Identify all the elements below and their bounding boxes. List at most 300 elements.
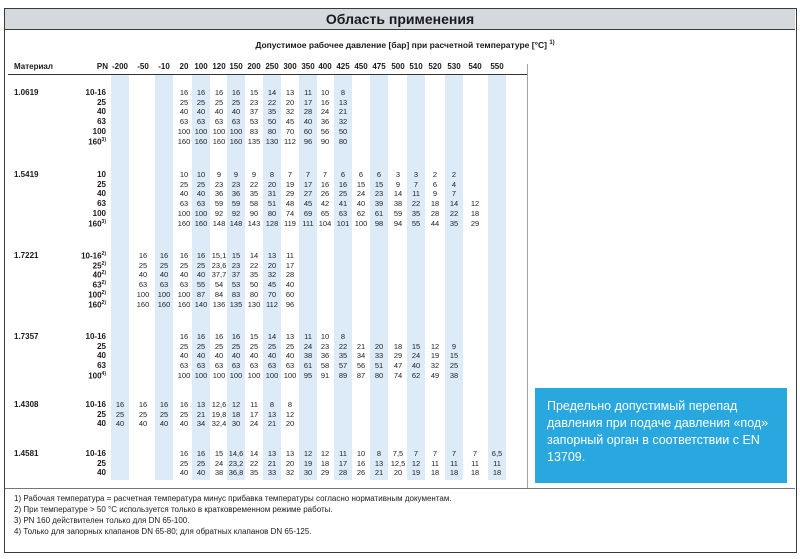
pressure-cell: 63 xyxy=(338,208,348,218)
pressure-cell: 100 xyxy=(177,126,191,136)
pressure-cell: 9 xyxy=(395,179,401,189)
pressure-cell: 11 xyxy=(471,458,479,468)
pressure-cell: 95 xyxy=(303,370,313,380)
pressure-cell: 13 xyxy=(196,400,206,409)
temperature-header: 475 xyxy=(372,62,386,71)
pressure-cell: 65 xyxy=(320,208,330,218)
column-stripe xyxy=(488,74,506,480)
pressure-cell: 63 xyxy=(196,199,206,209)
pressure-cell: 13 xyxy=(285,332,295,341)
pressure-cell: 45 xyxy=(303,199,313,209)
pn-value: 40 xyxy=(97,351,106,361)
pressure-cell: 16 xyxy=(138,400,148,409)
pressure-cell: 12 xyxy=(320,449,330,458)
pressure-cell: 16 xyxy=(196,251,206,260)
pressure-cell: 160 xyxy=(194,136,208,146)
pressure-cell: 17 xyxy=(303,97,313,107)
pressure-cell: 91 xyxy=(320,370,330,380)
pressure-cell: 16 xyxy=(179,332,189,341)
pressure-cell: 7 xyxy=(322,170,328,179)
pressure-cell: 15 xyxy=(231,251,241,260)
pressure-cell: 15 xyxy=(214,449,224,458)
temperature-header: 400 xyxy=(318,62,332,71)
pressure-cell: 7 xyxy=(413,179,419,189)
pressure-cell: 11 xyxy=(286,251,294,260)
pressure-cell: 11 xyxy=(493,458,501,468)
pressure-cell: 40 xyxy=(179,351,189,361)
pressure-cell: 160 xyxy=(229,136,243,146)
pn-label xyxy=(70,290,106,300)
pressure-cell: 130 xyxy=(247,299,261,309)
pressure-cell: 8 xyxy=(269,170,275,179)
pressure-cell: 6 xyxy=(340,170,346,179)
pressure-cell: 7 xyxy=(451,189,457,199)
temperature-header: 250 xyxy=(265,62,279,71)
pressure-cell: 22 xyxy=(267,97,277,107)
pressure-cell: 18 xyxy=(492,468,502,478)
pressure-cell: 35 xyxy=(338,351,348,361)
pressure-cell: 18 xyxy=(430,468,440,478)
pressure-cell: 7 xyxy=(432,449,438,458)
pressure-cell: 119 xyxy=(284,218,296,228)
pressure-cell: 63 xyxy=(179,117,189,127)
pressure-cell: 7 xyxy=(305,170,311,179)
pressure-cell: 24 xyxy=(303,341,313,351)
pressure-cell: 63 xyxy=(196,361,206,371)
pressure-cell: 21 xyxy=(356,341,366,351)
temperature-header: 300 xyxy=(283,62,297,71)
temperature-header: 530 xyxy=(447,62,461,71)
pressure-cell: 40 xyxy=(196,468,206,478)
pressure-cell: 39 xyxy=(374,199,384,209)
pressure-cell: 59 xyxy=(214,199,224,209)
pressure-cell: 23,6 xyxy=(211,260,227,270)
material-name: 1.4581 xyxy=(14,449,39,458)
pressure-cell: 25 xyxy=(179,409,189,419)
pn-label xyxy=(70,137,106,147)
pressure-cell: 49 xyxy=(430,370,440,380)
pn-footnote-ref: 2) xyxy=(101,289,106,296)
pressure-cell: 100 xyxy=(247,370,261,380)
pressure-cell: 16 xyxy=(214,332,224,341)
pressure-cell: 28 xyxy=(303,107,313,117)
pn-label xyxy=(70,351,106,360)
pressure-cell: 23,2 xyxy=(228,458,244,468)
pressure-cell: 40 xyxy=(179,189,189,199)
pressure-cell: 98 xyxy=(374,218,384,228)
pressure-cell: 83 xyxy=(249,126,259,136)
pressure-cell: 32 xyxy=(430,361,440,371)
pn-value: 10-16 xyxy=(85,449,106,458)
pressure-cell: 20 xyxy=(267,260,277,270)
pn-footnote-ref: 2) xyxy=(101,280,106,287)
pressure-cell: 100 xyxy=(194,126,208,136)
pressure-cell: 20 xyxy=(393,468,403,478)
column-stripe xyxy=(370,74,388,480)
pressure-cell: 47 xyxy=(393,361,403,371)
pn-label xyxy=(70,251,106,261)
pressure-cell: 25 xyxy=(285,341,295,351)
pressure-cell: 16 xyxy=(138,251,148,260)
pressure-cell: 25 xyxy=(196,179,206,189)
pressure-cell: 33 xyxy=(267,468,277,478)
pressure-cell: 40 xyxy=(196,189,206,199)
differential-pressure-note: Предельно допустимый перепад давления при подаче давления «под» запорный орган в соответствии с EN 13709. xyxy=(535,388,787,483)
pressure-cell: 160 xyxy=(212,136,226,146)
pressure-cell: 15 xyxy=(449,351,459,361)
pressure-cell: 101 xyxy=(336,218,350,228)
pressure-cell: 92 xyxy=(214,208,224,218)
pressure-cell: 13 xyxy=(285,449,295,458)
pressure-cell: 41 xyxy=(338,199,348,209)
pressure-cell: 17 xyxy=(338,458,348,468)
pressure-cell: 23 xyxy=(374,189,384,199)
pressure-cell: 18 xyxy=(430,199,440,209)
pressure-cell: 38 xyxy=(303,351,313,361)
pressure-cell: 62 xyxy=(411,370,421,380)
pn-label xyxy=(70,361,106,370)
pn-label xyxy=(70,98,106,107)
pressure-cell: 160 xyxy=(177,136,191,146)
temperature-header: 510 xyxy=(409,62,423,71)
pressure-cell: 8 xyxy=(340,88,346,97)
column-stripe xyxy=(407,74,425,480)
pressure-cell: 38 xyxy=(393,199,403,209)
pressure-cell: 40 xyxy=(138,419,148,429)
pressure-cell: 7 xyxy=(451,449,457,458)
pressure-cell: 14 xyxy=(393,189,403,199)
pressure-cell: 25 xyxy=(196,97,206,107)
temperature-header: 500 xyxy=(391,62,405,71)
pressure-cell: 21 xyxy=(267,419,277,429)
subtitle-text: Допустимое рабочее давление [бар] при расчетной температуре [°C] xyxy=(255,40,547,50)
footnote-divider xyxy=(5,488,795,489)
pn-label xyxy=(70,209,106,218)
pressure-cell: 160 xyxy=(157,299,171,309)
footnote-3: 3) PN 160 действителен только для DN 65-100. xyxy=(14,516,190,525)
pn-label xyxy=(70,342,106,351)
footnotes xyxy=(14,493,452,537)
pn-label xyxy=(70,400,106,409)
pressure-cell: 35 xyxy=(249,468,259,478)
pn-label xyxy=(70,300,106,310)
pressure-cell: 40 xyxy=(303,117,313,127)
pressure-cell: 21 xyxy=(267,458,277,468)
pressure-cell: 57 xyxy=(338,361,348,371)
pressure-cell: 7,5 xyxy=(392,449,404,458)
pressure-cell: 63 xyxy=(196,117,206,127)
pressure-cell: 25 xyxy=(138,409,148,419)
pn-value: 40 xyxy=(97,189,106,199)
pn-footnote-ref: 3) xyxy=(101,136,106,143)
pressure-cell: 13 xyxy=(267,409,277,419)
pressure-cell: 135 xyxy=(229,299,243,309)
pressure-cell: 90 xyxy=(249,208,259,218)
pressure-cell: 60 xyxy=(303,126,313,136)
temperature-header: 120 xyxy=(212,62,226,71)
pressure-cell: 7 xyxy=(472,449,478,458)
pressure-cell: 135 xyxy=(247,136,261,146)
pressure-cell: 19 xyxy=(430,351,440,361)
temperature-header: 150 xyxy=(229,62,243,71)
material-name: 1.4308 xyxy=(14,400,39,409)
pressure-cell: 29 xyxy=(393,351,403,361)
pressure-cell: 55 xyxy=(411,218,421,228)
pressure-cell: 83 xyxy=(231,289,241,299)
pressure-cell: 143 xyxy=(247,218,261,228)
pressure-cell: 35 xyxy=(267,107,277,117)
pressure-cell: 25 xyxy=(338,189,348,199)
pressure-cell: 56 xyxy=(320,126,330,136)
pn-label xyxy=(70,419,106,428)
pressure-cell: 58 xyxy=(249,199,259,209)
pressure-cell: 11 xyxy=(412,189,420,199)
pn-footnote-ref: 3) xyxy=(101,218,106,225)
pressure-cell: 84 xyxy=(214,289,224,299)
pressure-cell: 140 xyxy=(194,299,208,309)
pn-label xyxy=(70,189,106,198)
pn-footnote-ref: 4) xyxy=(101,370,106,377)
pressure-cell: 16 xyxy=(179,449,189,458)
pressure-cell: 9 xyxy=(451,341,457,351)
pressure-cell: 63 xyxy=(179,199,189,209)
pressure-cell: 25 xyxy=(231,97,241,107)
temperature-header: 450 xyxy=(354,62,368,71)
pressure-cell: 11 xyxy=(250,400,258,409)
pn-value: 10-16 xyxy=(85,400,106,409)
pressure-cell: 56 xyxy=(356,361,366,371)
material-name: 1.0619 xyxy=(14,88,39,97)
pressure-cell: 25 xyxy=(138,260,148,270)
pressure-cell: 40 xyxy=(196,351,206,361)
pn-value: 40 xyxy=(97,419,106,429)
pressure-cell: 45 xyxy=(285,117,295,127)
pressure-cell: 25 xyxy=(179,341,189,351)
pressure-cell: 15 xyxy=(356,179,366,189)
pressure-cell: 50 xyxy=(338,126,348,136)
pn-footnote-ref: 2) xyxy=(101,260,106,267)
pressure-cell: 37 xyxy=(231,270,241,280)
temperature-header: 520 xyxy=(428,62,442,71)
pressure-cell: 136 xyxy=(212,299,226,309)
pressure-cell: 18 xyxy=(470,468,480,478)
pressure-cell: 13 xyxy=(267,251,277,260)
pressure-cell: 8 xyxy=(376,449,382,458)
pressure-cell: 51 xyxy=(267,199,277,209)
pressure-cell: 22 xyxy=(338,341,348,351)
pressure-cell: 23 xyxy=(231,179,241,189)
pressure-cell: 40 xyxy=(179,270,189,280)
temperature-header: -200 xyxy=(111,62,128,71)
header-divider xyxy=(8,74,528,75)
pressure-cell: 100 xyxy=(157,289,171,299)
pressure-cell: 16 xyxy=(338,179,348,189)
pressure-cell: 36 xyxy=(214,189,224,199)
pressure-cell: 87 xyxy=(196,289,206,299)
pressure-cell: 20 xyxy=(285,419,295,429)
pressure-cell: 25 xyxy=(115,409,125,419)
pressure-cell: 53 xyxy=(231,280,241,290)
pn-value: 63 xyxy=(97,117,106,127)
pressure-cell: 50 xyxy=(249,280,259,290)
pressure-cell: 12 xyxy=(231,400,241,409)
pressure-cell: 96 xyxy=(285,299,295,309)
pressure-cell: 15 xyxy=(249,332,259,341)
pressure-cell: 19 xyxy=(411,468,421,478)
pressure-cell: 25 xyxy=(249,341,259,351)
pressure-cell: 19 xyxy=(285,179,295,189)
pressure-cell: 111 xyxy=(302,218,314,228)
pressure-cell: 34 xyxy=(196,419,206,429)
pressure-cell: 160 xyxy=(136,299,150,309)
pressure-cell: 16 xyxy=(159,251,169,260)
pressure-cell: 16 xyxy=(320,97,330,107)
pressure-cell: 10 xyxy=(196,170,206,179)
pressure-cell: 32 xyxy=(285,468,295,478)
pn-label xyxy=(70,468,106,477)
temperature-header: 350 xyxy=(301,62,315,71)
pressure-cell: 70 xyxy=(267,289,277,299)
temperature-header: 425 xyxy=(336,62,350,71)
temperature-header: 20 xyxy=(179,62,189,71)
pressure-cell: 16 xyxy=(115,400,125,409)
pn-value: 40 xyxy=(92,271,102,281)
pressure-cell: 148 xyxy=(229,218,243,228)
pressure-cell: 53 xyxy=(249,117,259,127)
material-header: Материал xyxy=(14,62,53,71)
pn-label xyxy=(70,280,106,290)
pressure-cell: 100 xyxy=(265,370,279,380)
pressure-cell: 80 xyxy=(267,208,277,218)
temperature-header: -50 xyxy=(137,62,149,71)
pressure-cell: 12,6 xyxy=(211,400,227,409)
pn-value: 25 xyxy=(97,458,106,468)
pressure-cell: 25 xyxy=(159,260,169,270)
pressure-cell: 74 xyxy=(393,370,403,380)
pressure-cell: 63 xyxy=(214,117,224,127)
pn-value: 100 xyxy=(92,126,106,136)
pressure-cell: 3 xyxy=(413,170,419,179)
pressure-cell: 62 xyxy=(356,208,366,218)
pressure-cell: 40 xyxy=(249,351,259,361)
pressure-cell: 23 xyxy=(214,179,224,189)
pressure-cell: 148 xyxy=(212,218,226,228)
pressure-cell: 87 xyxy=(356,370,366,380)
pressure-cell: 24 xyxy=(411,351,421,361)
pressure-cell: 24 xyxy=(249,419,259,429)
pressure-cell: 40 xyxy=(411,361,421,371)
pn-label xyxy=(70,449,106,458)
pressure-cell: 14 xyxy=(449,199,459,209)
pressure-cell: 31 xyxy=(267,189,277,199)
pressure-cell: 10 xyxy=(356,449,366,458)
pressure-cell: 40 xyxy=(231,351,241,361)
pressure-cell: 8 xyxy=(269,400,275,409)
pressure-cell: 100 xyxy=(177,289,191,299)
pressure-cell: 2 xyxy=(432,170,438,179)
pressure-cell: 25 xyxy=(179,458,189,468)
temperature-header: 200 xyxy=(247,62,261,71)
pressure-cell: 40 xyxy=(196,270,206,280)
pressure-cell: 130 xyxy=(265,136,279,146)
pressure-cell: 63 xyxy=(179,361,189,371)
pressure-cell: 70 xyxy=(285,126,295,136)
pressure-cell: 25 xyxy=(196,260,206,270)
pressure-cell: 2 xyxy=(451,170,457,179)
pressure-cell: 24 xyxy=(320,107,330,117)
pressure-cell: 6 xyxy=(358,170,364,179)
pressure-cell: 25 xyxy=(267,341,277,351)
pressure-cell: 63 xyxy=(159,280,169,290)
pressure-cell: 25 xyxy=(179,97,189,107)
pressure-cell: 37 xyxy=(249,107,259,117)
pressure-cell: 12 xyxy=(430,341,440,351)
pressure-cell: 28 xyxy=(285,270,295,280)
pressure-cell: 54 xyxy=(214,280,224,290)
pressure-cell: 38 xyxy=(214,468,224,478)
pressure-cell: 100 xyxy=(229,370,243,380)
page-title: Область применения xyxy=(5,9,795,30)
pressure-cell: 40 xyxy=(214,107,224,117)
pressure-cell: 16 xyxy=(320,179,330,189)
pressure-cell: 40 xyxy=(356,199,366,209)
pn-value: 63 xyxy=(97,199,106,209)
pn-value: 160 xyxy=(88,219,102,229)
pressure-cell: 40 xyxy=(214,351,224,361)
pressure-cell: 63 xyxy=(285,361,295,371)
pressure-cell: 16 xyxy=(179,88,189,97)
material-name: 1.5419 xyxy=(14,170,39,179)
pressure-cell: 6 xyxy=(432,179,438,189)
pressure-cell: 50 xyxy=(267,117,277,127)
pressure-cell: 40 xyxy=(115,419,125,429)
pressure-cell: 100 xyxy=(177,208,191,218)
pressure-cell: 100 xyxy=(194,208,208,218)
pn-label xyxy=(70,117,106,126)
pressure-cell: 25 xyxy=(214,341,224,351)
pressure-cell: 63 xyxy=(179,280,189,290)
pressure-cell: 11 xyxy=(339,449,347,458)
pressure-cell: 112 xyxy=(266,299,278,309)
pn-footnote-ref: 2) xyxy=(101,251,106,257)
pressure-cell: 8 xyxy=(287,400,293,409)
pressure-cell: 3 xyxy=(395,170,401,179)
pressure-cell: 128 xyxy=(265,218,279,228)
pressure-cell: 17 xyxy=(303,179,313,189)
pressure-cell: 20 xyxy=(374,341,384,351)
pressure-cell: 16 xyxy=(196,88,206,97)
pressure-cell: 37,7 xyxy=(211,270,227,280)
pressure-cell: 40 xyxy=(231,107,241,117)
pressure-cell: 90 xyxy=(320,136,330,146)
pressure-cell: 16 xyxy=(159,400,169,409)
pressure-cell: 25 xyxy=(179,179,189,189)
pressure-cell: 4 xyxy=(451,179,457,189)
pn-value: 100 xyxy=(88,371,102,381)
pressure-cell: 92 xyxy=(231,208,241,218)
pressure-cell: 100 xyxy=(229,126,243,136)
pn-value: 25 xyxy=(92,261,102,271)
pressure-cell: 61 xyxy=(374,208,384,218)
pressure-cell: 20 xyxy=(285,458,295,468)
table-subtitle xyxy=(210,40,600,50)
pressure-cell: 10 xyxy=(179,170,189,179)
pn-label xyxy=(70,180,106,189)
pn-footnote-ref: 2) xyxy=(101,299,106,306)
pressure-cell: 80 xyxy=(374,370,384,380)
pn-value: 100 xyxy=(92,208,106,218)
pn-value: 10 xyxy=(97,170,106,179)
